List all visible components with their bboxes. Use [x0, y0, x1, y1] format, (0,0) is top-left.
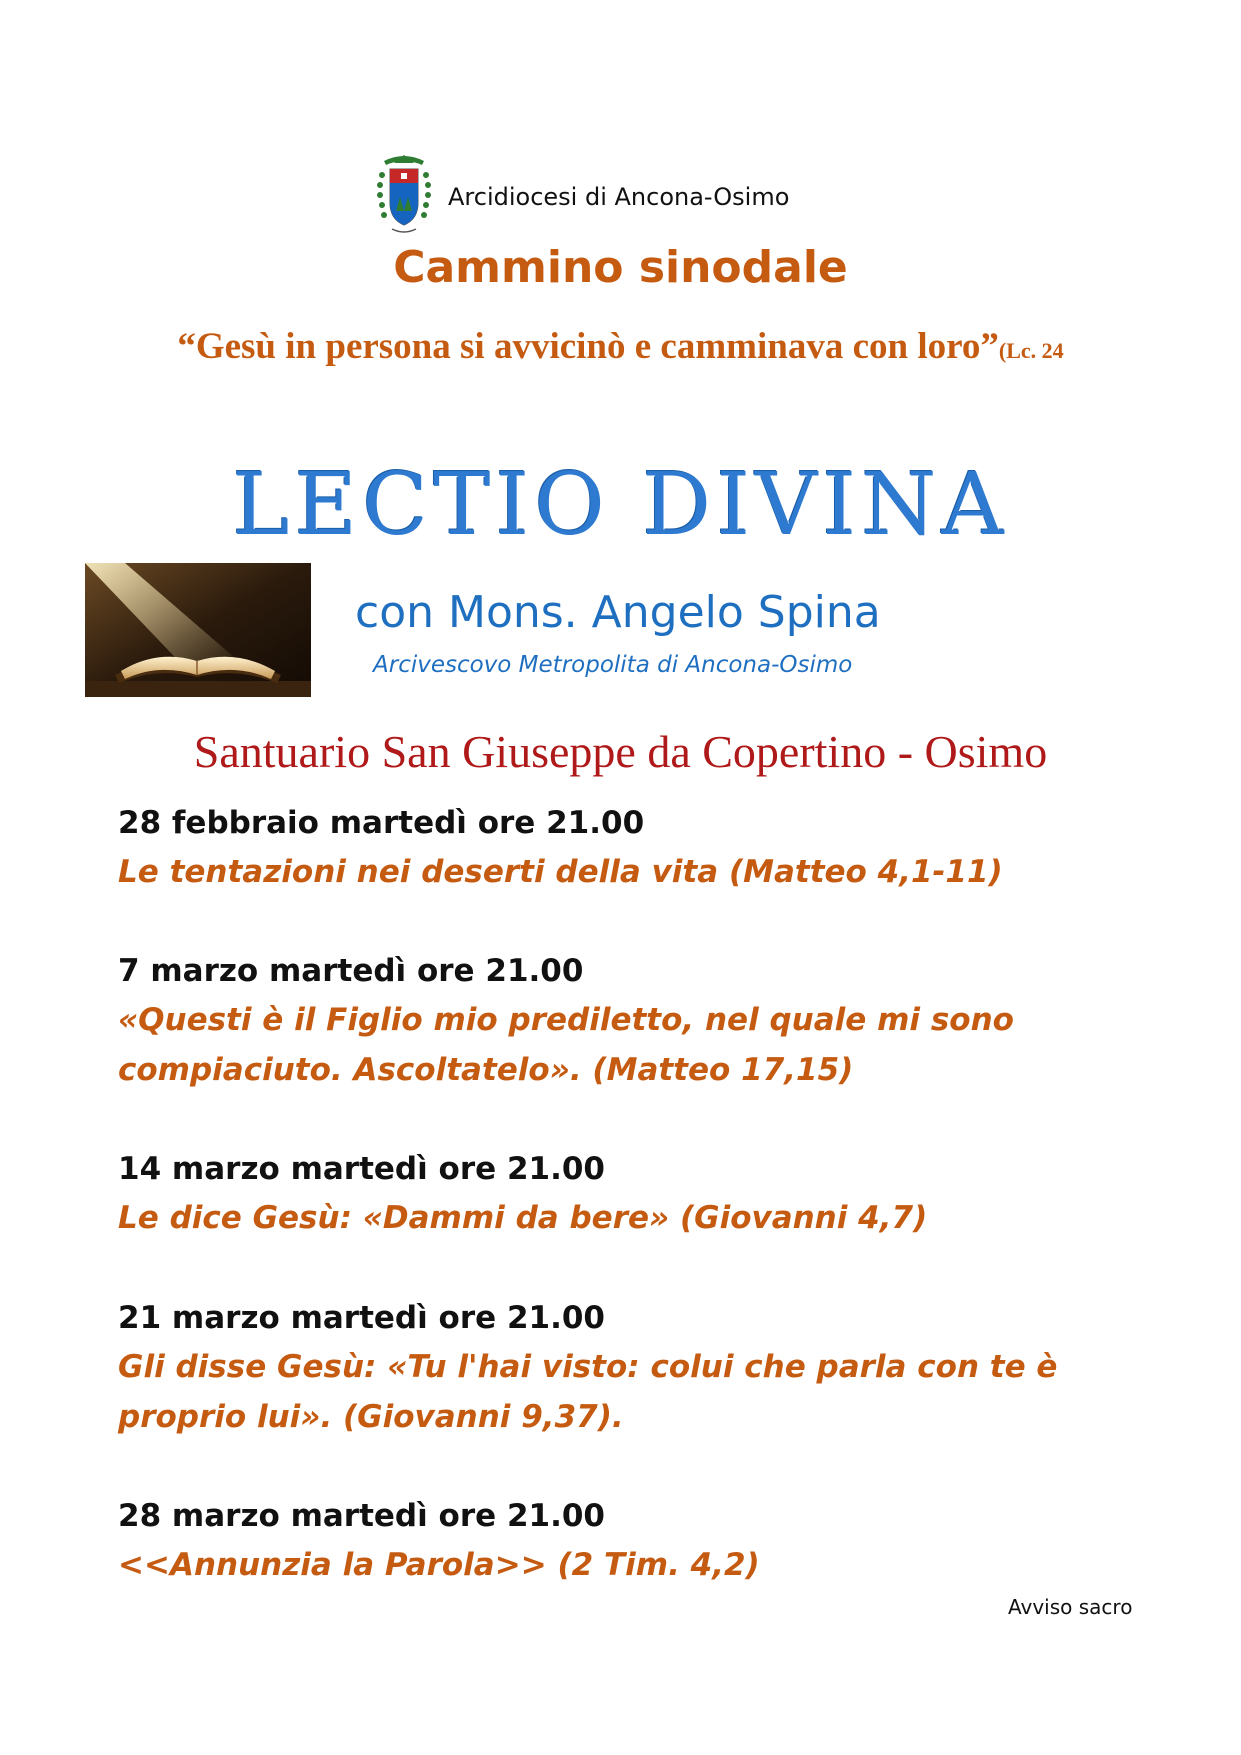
event-title-text: LECTIO DIVINA: [232, 455, 1009, 555]
open-book-image: [85, 563, 311, 697]
event-location: Santuario San Giuseppe da Copertino - Osimo: [193, 726, 1048, 777]
coat-of-arms-icon: [376, 153, 432, 237]
footer-notice: Avviso sacro: [1008, 1595, 1133, 1619]
schedule-reading-3: Le dice Gesù: «Dammi da bere» (Giovanni 4,7): [118, 1200, 928, 1236]
gospel-quote: [0, 325, 1241, 368]
event-title: [0, 455, 1241, 555]
page-title: Cammino sinodale: [393, 242, 848, 293]
quote-reference: (Lc. 24: [998, 338, 1064, 363]
schedule-reading-5: <<Annunzia la Parola>> (2 Tim. 4,2): [118, 1547, 760, 1583]
diocese-name: Arcidiocesi di Ancona-Osimo: [448, 183, 790, 211]
speaker-role: Arcivescovo Metropolita di Ancona-Osimo: [373, 652, 853, 678]
schedule-date-1: 28 febbraio martedì ore 21.00: [118, 805, 645, 841]
quote-text: “Gesù in persona si avvicinò e camminava con loro”: [177, 326, 999, 367]
schedule-date-4: 21 marzo martedì ore 21.00: [118, 1300, 605, 1336]
schedule-reading-2: «Questi è il Figlio mio prediletto, nel quale mi sono compiaciuto. Ascoltatelo». (Matteo 17,15): [118, 1002, 1014, 1088]
schedule-date-2: 7 marzo martedì ore 21.00: [118, 953, 584, 989]
schedule-reading-4: Gli disse Gesù: «Tu l'hai visto: colui che parla con te è proprio lui». (Giovanni 9,37).: [118, 1349, 1058, 1435]
schedule-date-3: 14 marzo martedì ore 21.00: [118, 1151, 605, 1187]
schedule-date-5: 28 marzo martedì ore 21.00: [118, 1498, 605, 1534]
speaker-name: con Mons. Angelo Spina: [355, 587, 881, 638]
schedule-reading-1: Le tentazioni nei deserti della vita (Matteo 4,1-11): [118, 854, 1003, 890]
